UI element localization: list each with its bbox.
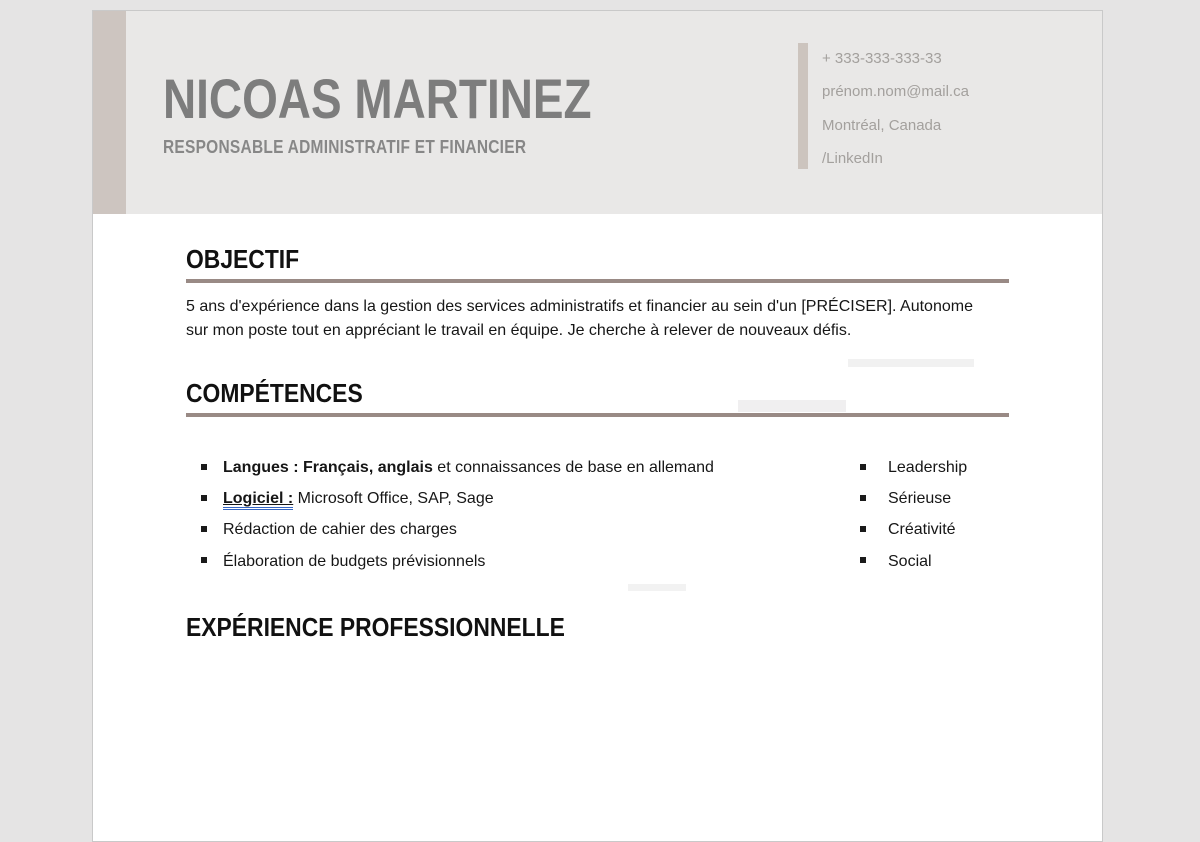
contact-email: prénom.nom@mail.ca: [822, 83, 969, 101]
list-item-text: et connaissances de base en allemand: [432, 459, 714, 476]
contact-phone: + 333-333-333-33: [822, 50, 942, 67]
render-artifact: [628, 584, 686, 591]
list-item-logiciel: [201, 483, 781, 514]
objectif-paragraph: 5 ans d'expérience dans la gestion des services administratifs et financier au sein d'un [PRÉCISER]. Autonome sur mon poste tout en appréciant le travail en équipe. Je cherche à relever de nouveaux défis.: [186, 298, 973, 339]
bullet-icon: [201, 557, 207, 563]
section-rule-objectif: [186, 279, 1009, 283]
skills-list-right: [860, 452, 1080, 577]
render-artifact: [738, 400, 846, 412]
bullet-icon: [201, 495, 207, 501]
list-item-text: Microsoft Office, SAP, Sage: [293, 490, 494, 508]
section-title-objectif: OBJECTIF: [186, 244, 300, 274]
bullet-icon: [860, 464, 866, 470]
list-item-redaction: [201, 514, 781, 545]
list-item-label: Langues : Français, anglais: [223, 459, 433, 476]
bullet-icon: [201, 526, 207, 532]
list-item-leadership: [860, 452, 1080, 483]
resume-page: [92, 10, 1103, 842]
list-item-text: Élaboration de budgets prévisionnels: [223, 552, 486, 570]
candidate-name: NICOAS MARTINEZ: [163, 67, 592, 130]
bullet-icon: [201, 464, 207, 470]
contact-linkedin: /LinkedIn: [822, 150, 883, 168]
list-item-langues: [201, 452, 781, 483]
bullet-icon: [860, 557, 866, 563]
list-item-label-grammar-underlined: Logiciel :: [223, 490, 293, 510]
bullet-icon: [860, 526, 866, 532]
accent-strip: [93, 11, 126, 214]
list-item-text: Créativité: [888, 521, 956, 539]
candidate-job-title: RESPONSABLE ADMINISTRATIF ET FINANCIER: [163, 137, 527, 157]
list-item-creativite: [860, 514, 1080, 545]
section-title-experience: EXPÉRIENCE PROFESSIONNELLE: [186, 612, 565, 642]
list-item-serieuse: [860, 483, 1080, 514]
section-title-competences: COMPÉTENCES: [186, 378, 363, 408]
skills-list-left: [201, 452, 781, 577]
contact-accent-bar: [798, 43, 808, 169]
contact-block: [822, 42, 969, 176]
list-item-social: [860, 546, 1080, 577]
bullet-icon: [860, 495, 866, 501]
list-item-text: Sérieuse: [888, 490, 952, 508]
section-rule-competences: [186, 413, 1009, 417]
list-item-text: Leadership: [888, 459, 968, 476]
list-item-text: Social: [888, 552, 932, 570]
header-band: [93, 11, 1102, 214]
list-item-elaboration: [201, 546, 781, 577]
list-item-text: Rédaction de cahier des charges: [223, 521, 457, 539]
render-artifact: [848, 359, 974, 367]
contact-location: Montréal, Canada: [822, 116, 942, 134]
